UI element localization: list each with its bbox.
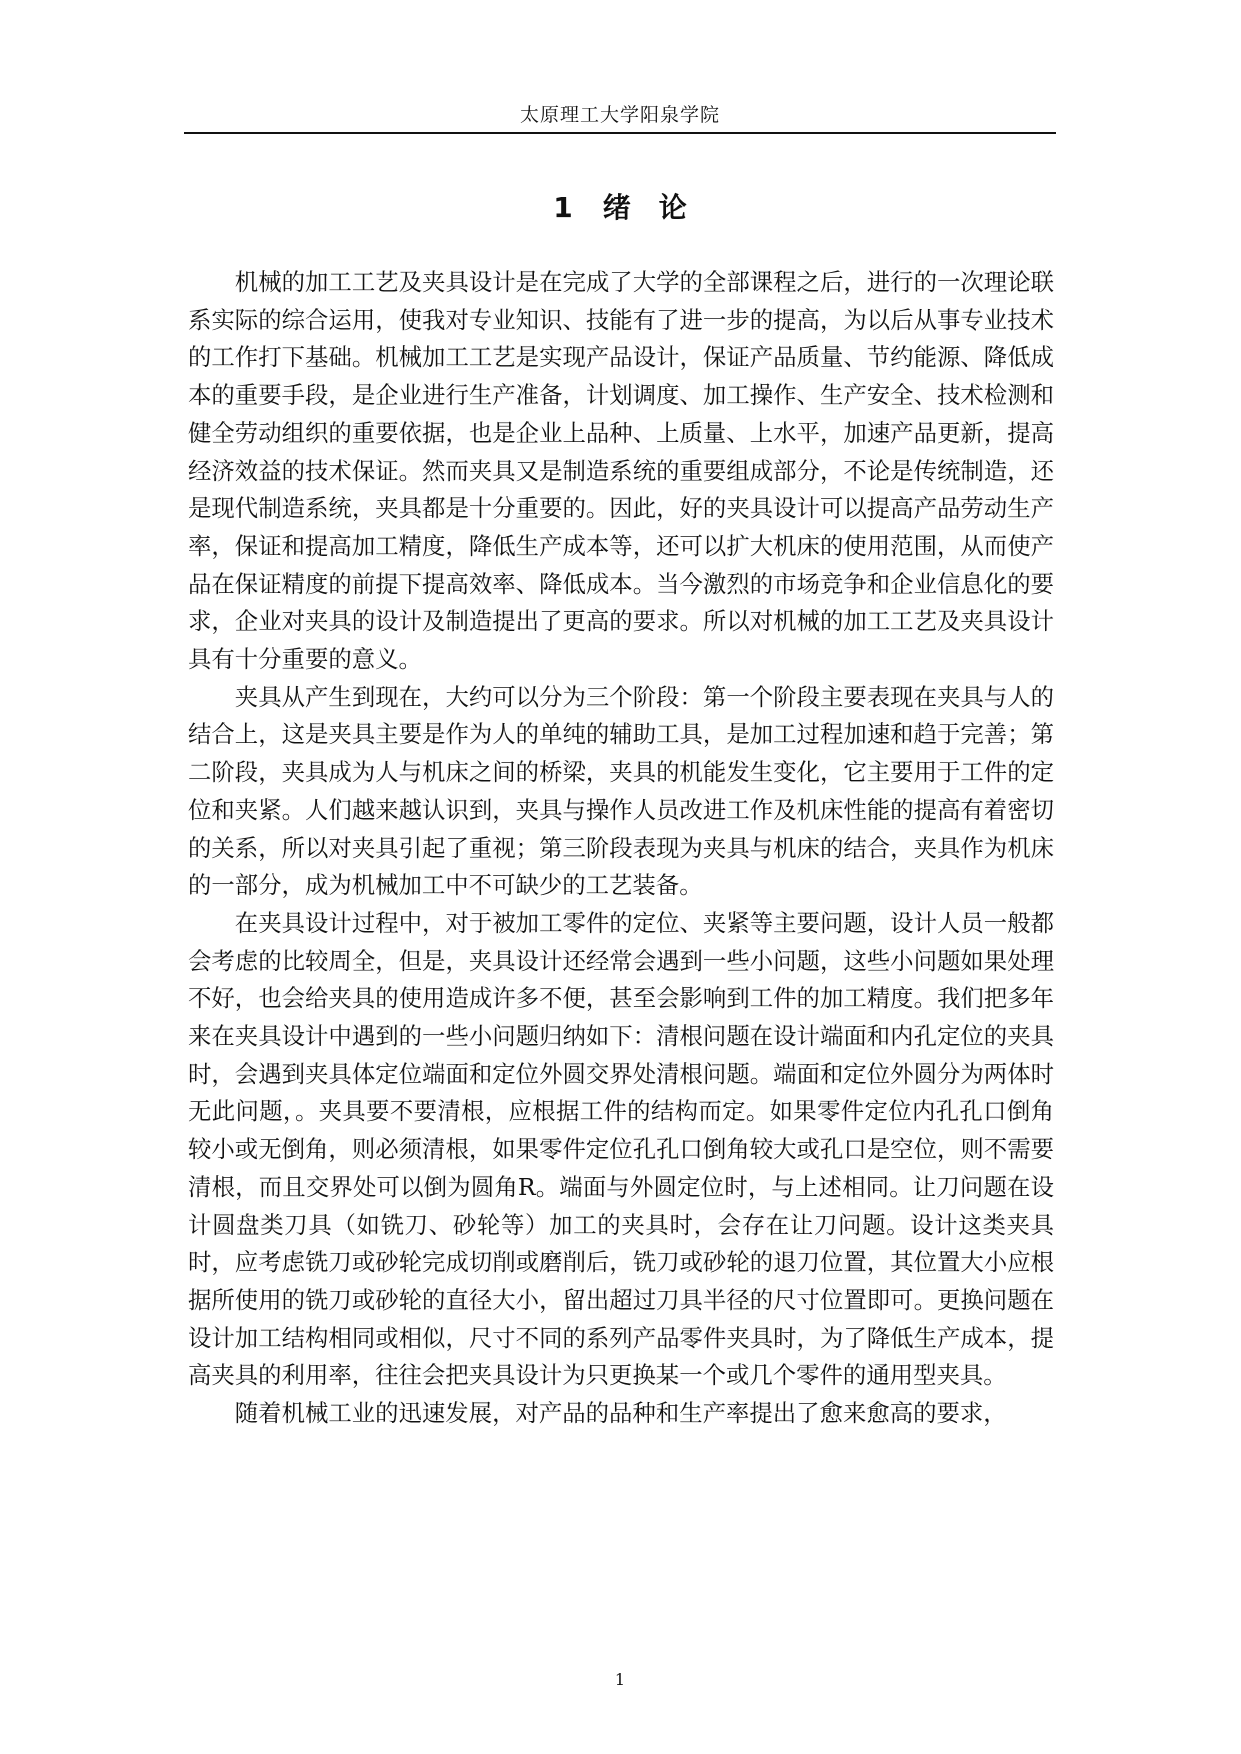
paragraph-1: 机械的加工工艺及夹具设计是在完成了大学的全部课程之后，进行的一次理论联系实际的综合运用，使我对专业知识、技能有了进一步的提高，为以后从事专业技术的工作打下基础。机械加工工艺是实现产品设计，保证产品质量、节约能源、降低成本的重要手段，是企业进行生产准备，计划调度、加工操作、生产安全、技术检测和健全劳动组织的重要依据，也是企业上品种、上质量、上水平，加速产品更新，提高经济效益的技术保证。然而夹具又是制造系统的重要组成部分，不论是传统制造，还是现代制造系统，夹具都是十分重要的。因此，好的夹具设计可以提高产品劳动生产率，保证和提高加工精度，降低生产成本等，还可以扩大机床的使用范围，从而使产品在保证精度的前提下提高效率、降低成本。当今激烈的市场竞争和企业信息化的要求，企业对夹具的设计及制造提出了更高的要求。所以对机械的加工工艺及夹具设计具有十分重要的意义。 (188, 268, 1054, 674)
paragraph-3: 在夹具设计过程中，对于被加工零件的定位、夹紧等主要问题，设计人员一般都会考虑的比较周全，但是，夹具设计还经常会遇到一些小问题，这些小问题如果处理不好，也会给夹具的使用造成许多不便，甚至会影响到工件的加工精度。我们把多年来在夹具设计中遇到的一些小问题归纳如下：清根问题在设计端面和内孔定位的夹具时，会遇到夹具体定位端面和定位外圆交界处清根问题。端面和定位外圆分为两体时无此问题，。夹具要不要清根，应根据工件的结构而定。如果零件定位内孔孔口倒角较小或无倒角，则必须清根，如果零件定位孔孔口倒角较大或孔口是空位，则不需要清根，而且交界处可以倒为圆角R。端面与外圆定位时，与上述相同。让刀问题在设计圆盘类刀具（如铣刀、砂轮等）加工的夹具时，会存在让刀问题。设计这类夹具时，应考虑铣刀或砂轮完成切削或磨削后，铣刀或砂轮的退刀位置，其位置大小应根据所使用的铣刀或砂轮的直径大小，留出超过刀具半径的尺寸位置即可。更换问题在设计加工结构相同或相似，尺寸不同的系列产品零件夹具时，为了降低生产成本，提高夹具的利用率，往往会把夹具设计为只更换某一个或几个零件的通用型夹具。 (188, 908, 1054, 1390)
page-header: 太原理工大学阳泉学院 (519, 104, 720, 126)
page-number: 1 (614, 1670, 626, 1689)
header-rule (184, 132, 1056, 134)
chapter-title-part2: 论 (658, 191, 687, 224)
paragraph-4: 随着机械工业的迅速发展，对产品的品种和生产率提出了愈来愈高的要求， (234, 1399, 1007, 1428)
chapter-title-part1: 绪 (602, 191, 631, 224)
paragraph-2: 夹具从产生到现在，大约可以分为三个阶段：第一个阶段主要表现在夹具与人的结合上，这是夹具主要是作为人的单纯的辅助工具，是加工过程加速和趋于完善；第二阶段，夹具成为人与机床之间的桥梁，夹具的机能发生变化，它主要用于工件的定位和夹紧。人们越来越认识到，夹具与操作人员改进工作及机床性能的提高有着密切的关系，所以对夹具引起了重视；第三阶段表现为夹具与机床的结合，夹具作为机床的一部分，成为机械加工中不可缺少的工艺装备。 (188, 682, 1054, 900)
body-text (188, 264, 1054, 1433)
chapter-title (184, 188, 1056, 228)
chapter-number: 1 (553, 191, 573, 224)
